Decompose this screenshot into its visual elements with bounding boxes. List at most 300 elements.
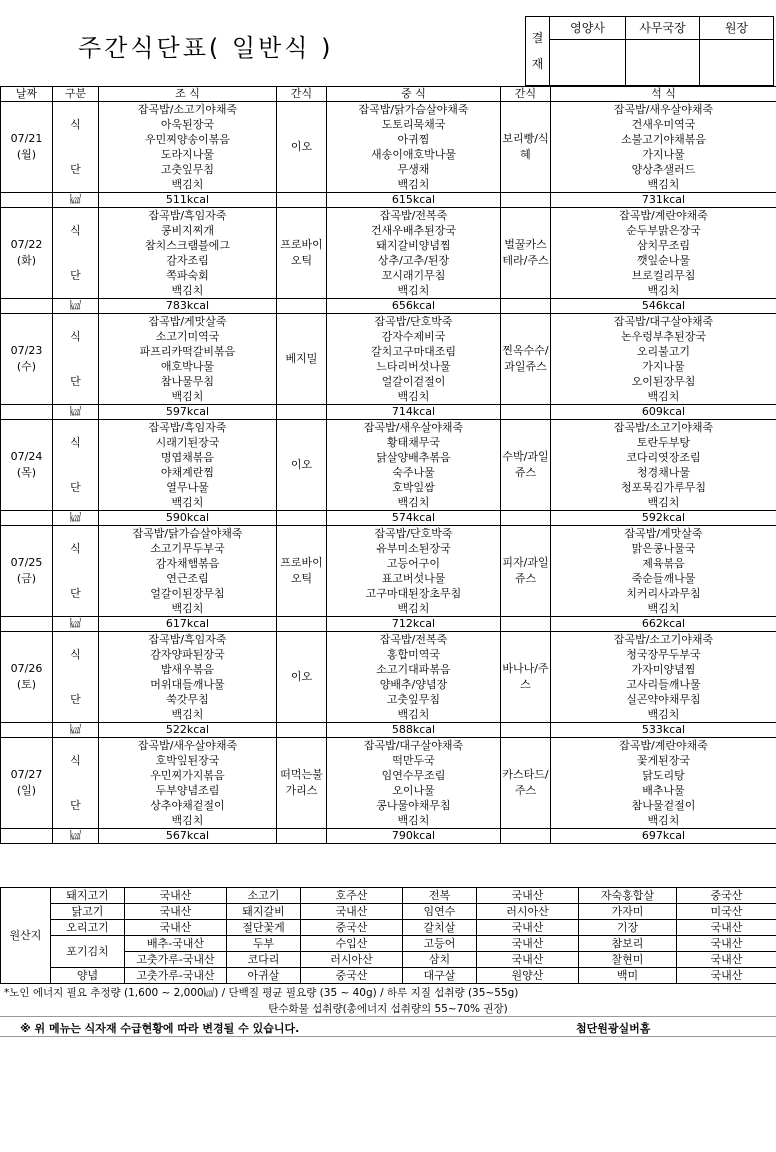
lunch-item: 호박잎쌈 (327, 480, 501, 495)
approval-role: 영양사 (550, 17, 626, 40)
dinner-kcal: 609kcal (551, 405, 776, 420)
gubun-cell (53, 450, 99, 465)
breakfast-item: 밥새우볶음 (99, 662, 277, 677)
dinner-item: 가지나물 (551, 359, 776, 374)
origin-label: 원산지 (1, 888, 51, 984)
dinner-item: 제육볶음 (551, 556, 776, 571)
origin-country: 국내산 (677, 968, 776, 984)
signature-cell[interactable] (700, 40, 774, 86)
origin-country: 국내산 (477, 936, 579, 952)
dinner-item: 참나물겉절이 (551, 798, 776, 813)
gubun-cell (53, 132, 99, 147)
weekday-label: (일) (16, 784, 37, 797)
breakfast-item: 콩비지찌개 (99, 223, 277, 238)
lunch-item: 도토리묵채국 (327, 117, 501, 132)
dinner-item: 실곤약야채무침 (551, 692, 776, 707)
snack-kcal-empty (501, 193, 551, 208)
date-blank (1, 829, 53, 844)
snack-kcal-empty (501, 511, 551, 526)
breakfast-kcal: 783kcal (99, 299, 277, 314)
gubun-cell (53, 344, 99, 359)
origin-country: 중국산 (301, 920, 403, 936)
gubun-cell (53, 768, 99, 783)
lunch-item: 고등어구이 (327, 556, 501, 571)
breakfast-item: 호박잎된장국 (99, 753, 277, 768)
breakfast-item: 파프리카떡갈비볶음 (99, 344, 277, 359)
menu-table (0, 86, 776, 844)
snack-am-cell: 프로바이오틱 (277, 208, 327, 299)
gubun-cell (53, 208, 99, 224)
breakfast-item: 참나물무침 (99, 374, 277, 389)
breakfast-item: 백김치 (99, 389, 277, 405)
dinner-kcal: 592kcal (551, 511, 776, 526)
origin-item: 소고기 (227, 888, 301, 904)
lunch-item: 잡곡밥/닭가슴살야채죽 (327, 102, 501, 118)
lunch-item: 백김치 (327, 495, 501, 511)
snack-am-cell: 떠먹는불가리스 (277, 738, 327, 829)
approval-label: 결 재 (526, 17, 550, 86)
dinner-item: 양상추샐러드 (551, 162, 776, 177)
lunch-item: 잡곡밥/새우살야채죽 (327, 420, 501, 436)
lunch-item: 감자수제비국 (327, 329, 501, 344)
lunch-item: 아귀찜 (327, 132, 501, 147)
dinner-item: 잡곡밥/계란야채죽 (551, 208, 776, 224)
origin-country: 국내산 (301, 904, 403, 920)
dinner-item: 잡곡밥/소고기야채죽 (551, 632, 776, 648)
lunch-item: 갈치고구마대조림 (327, 344, 501, 359)
gubun-cell (53, 632, 99, 648)
date-blank (1, 617, 53, 632)
facility-name: 첨단원광실버홈 (576, 1022, 651, 1035)
origin-item: 닭고기 (51, 904, 125, 920)
origin-item: 코다리 (227, 952, 301, 968)
date-label: 07/26 (10, 662, 43, 675)
breakfast-item: 고춧잎무침 (99, 162, 277, 177)
signature-cell[interactable] (626, 40, 700, 86)
lunch-item: 임연수무조림 (327, 768, 501, 783)
origin-item: 아귀살 (227, 968, 301, 984)
date-label: 07/27 (10, 768, 43, 781)
snack-kcal-empty (277, 617, 327, 632)
gubun-cell (53, 177, 99, 193)
origin-item: 갈치살 (403, 920, 477, 936)
origin-country: 국내산 (125, 920, 227, 936)
breakfast-item: 명엽채볶음 (99, 450, 277, 465)
origin-country: 국내산 (677, 920, 776, 936)
gubun-cell (53, 389, 99, 405)
gubun-cell: 단 (53, 162, 99, 177)
breakfast-item: 잡곡밥/닭가슴살야채죽 (99, 526, 277, 542)
date-label: 07/23 (10, 344, 43, 357)
origin-item: 백미 (579, 968, 677, 984)
lunch-item: 백김치 (327, 177, 501, 193)
origin-item: 오리고기 (51, 920, 125, 936)
origin-country: 국내산 (477, 888, 579, 904)
gubun-cell (53, 495, 99, 511)
origin-country: 중국산 (301, 968, 403, 984)
date-label: 07/24 (10, 450, 43, 463)
lunch-item: 숙주나물 (327, 465, 501, 480)
day-date-cell (1, 738, 53, 829)
breakfast-item: 연근조림 (99, 571, 277, 586)
lunch-item: 닭살양배추볶음 (327, 450, 501, 465)
gubun-cell: 단 (53, 374, 99, 389)
date-label: 07/21 (10, 132, 43, 145)
origin-item: 포기김치 (51, 936, 125, 968)
lunch-item: 잡곡밥/단호박죽 (327, 526, 501, 542)
lunch-item: 오이나물 (327, 783, 501, 798)
divider (0, 1016, 776, 1017)
gubun-cell (53, 813, 99, 829)
gubun-cell (53, 707, 99, 723)
date-blank (1, 511, 53, 526)
lunch-item: 백김치 (327, 283, 501, 299)
gubun-cell (53, 783, 99, 798)
breakfast-item: 열무나물 (99, 480, 277, 495)
day-date-cell (1, 526, 53, 617)
gubun-cell: 단 (53, 692, 99, 707)
lunch-kcal: 656kcal (327, 299, 501, 314)
origin-country: 미국산 (677, 904, 776, 920)
breakfast-kcal: 590kcal (99, 511, 277, 526)
kcal-label: ㎉ (53, 511, 99, 526)
breakfast-item: 애호박나물 (99, 359, 277, 374)
dinner-item: 건새우미역국 (551, 117, 776, 132)
kcal-label: ㎉ (53, 299, 99, 314)
dinner-item: 백김치 (551, 283, 776, 299)
gubun-cell (53, 283, 99, 299)
breakfast-kcal: 511kcal (99, 193, 277, 208)
breakfast-item: 쑥갓무침 (99, 692, 277, 707)
snack-kcal-empty (277, 193, 327, 208)
origin-country: 고춧가루-국내산 (125, 952, 227, 968)
origin-item: 자숙홍합살 (579, 888, 677, 904)
origin-country: 러시아산 (477, 904, 579, 920)
snack-kcal-empty (277, 299, 327, 314)
dinner-item: 치커리사과무침 (551, 586, 776, 601)
header-lunch: 중 식 (327, 87, 501, 102)
kcal-label: ㎉ (53, 723, 99, 738)
header-snack: 간식 (277, 87, 327, 102)
header-breakfast: 조 식 (99, 87, 277, 102)
dinner-kcal: 546kcal (551, 299, 776, 314)
lunch-item: 유부미소된장국 (327, 541, 501, 556)
origin-item: 기장 (579, 920, 677, 936)
dinner-kcal: 662kcal (551, 617, 776, 632)
snack-am-cell: 이오 (277, 102, 327, 193)
lunch-item: 잡곡밥/전복죽 (327, 208, 501, 224)
lunch-item: 고춧잎무침 (327, 692, 501, 707)
breakfast-item: 잡곡밥/소고기야채죽 (99, 102, 277, 118)
gubun-cell: 식 (53, 117, 99, 132)
header-date: 날짜 (1, 87, 53, 102)
breakfast-item: 백김치 (99, 495, 277, 511)
dinner-item: 가자미양념찜 (551, 662, 776, 677)
lunch-kcal: 712kcal (327, 617, 501, 632)
snack-am-cell: 이오 (277, 632, 327, 723)
breakfast-item: 감자채햄볶음 (99, 556, 277, 571)
gubun-cell (53, 147, 99, 162)
snack-kcal-empty (277, 723, 327, 738)
dinner-kcal: 697kcal (551, 829, 776, 844)
gubun-cell (53, 738, 99, 754)
breakfast-item: 감자양파된장국 (99, 647, 277, 662)
breakfast-item: 백김치 (99, 707, 277, 723)
date-blank (1, 723, 53, 738)
origin-country: 수입산 (301, 936, 403, 952)
snack-pm-cell: 벌꿀카스테라/주스 (501, 208, 551, 299)
origin-item: 가자미 (579, 904, 677, 920)
breakfast-item: 감자조림 (99, 253, 277, 268)
page-title: 주간식단표( 일반식 ) (78, 34, 334, 62)
origin-country: 국내산 (125, 904, 227, 920)
weekday-label: (토) (16, 678, 37, 691)
snack-pm-cell: 보리빵/식혜 (501, 102, 551, 193)
snack-am-cell: 이오 (277, 420, 327, 511)
breakfast-kcal: 617kcal (99, 617, 277, 632)
breakfast-item: 백김치 (99, 601, 277, 617)
gubun-cell (53, 102, 99, 118)
breakfast-kcal: 522kcal (99, 723, 277, 738)
dinner-item: 닭도리탕 (551, 768, 776, 783)
breakfast-item: 우민찌가지볶음 (99, 768, 277, 783)
snack-kcal-empty (277, 405, 327, 420)
gubun-cell: 식 (53, 435, 99, 450)
origin-country: 배추-국내산 (125, 936, 227, 952)
gubun-cell (53, 420, 99, 436)
breakfast-item: 소고기무두부국 (99, 541, 277, 556)
origin-item: 고등어 (403, 936, 477, 952)
breakfast-item: 소고기미역국 (99, 329, 277, 344)
lunch-item: 얼갈이겉절이 (327, 374, 501, 389)
lunch-item: 잡곡밥/단호박죽 (327, 314, 501, 330)
snack-pm-cell: 카스타드/주스 (501, 738, 551, 829)
gubun-cell: 식 (53, 223, 99, 238)
gubun-cell: 식 (53, 647, 99, 662)
lunch-item: 백김치 (327, 389, 501, 405)
breakfast-item: 잡곡밥/흑임자죽 (99, 208, 277, 224)
dinner-item: 잡곡밥/대구살야채죽 (551, 314, 776, 330)
lunch-item: 돼지갈비양념찜 (327, 238, 501, 253)
weekday-label: (목) (16, 466, 37, 479)
dinner-item: 깻잎순나물 (551, 253, 776, 268)
lunch-kcal: 588kcal (327, 723, 501, 738)
dinner-item: 배추나물 (551, 783, 776, 798)
gubun-cell (53, 526, 99, 542)
dinner-item: 청국장무두부국 (551, 647, 776, 662)
snack-am-cell: 프로바이오틱 (277, 526, 327, 617)
header-dinner: 석 식 (551, 87, 776, 102)
lunch-item: 백김치 (327, 813, 501, 829)
origin-item: 돼지고기 (51, 888, 125, 904)
date-label: 07/25 (10, 556, 43, 569)
breakfast-item: 잡곡밥/새우살야채죽 (99, 738, 277, 754)
header-gubun: 구분 (53, 87, 99, 102)
approval-role: 원장 (700, 17, 774, 40)
breakfast-item: 백김치 (99, 283, 277, 299)
lunch-item: 백김치 (327, 707, 501, 723)
breakfast-item: 도라지나물 (99, 147, 277, 162)
approval-box (525, 16, 774, 86)
dinner-item: 청포묵김가루무침 (551, 480, 776, 495)
gubun-cell (53, 662, 99, 677)
gubun-cell (53, 571, 99, 586)
lunch-item: 홍합미역국 (327, 647, 501, 662)
snack-pm-cell: 찐옥수수/과일쥬스 (501, 314, 551, 405)
breakfast-item: 잡곡밥/흑임자죽 (99, 420, 277, 436)
kcal-label: ㎉ (53, 405, 99, 420)
dinner-item: 잡곡밥/게맛살죽 (551, 526, 776, 542)
snack-pm-cell: 피자/과일쥬스 (501, 526, 551, 617)
origin-item: 임연수 (403, 904, 477, 920)
dinner-item: 백김치 (551, 601, 776, 617)
snack-kcal-empty (501, 723, 551, 738)
dinner-item: 청경채나물 (551, 465, 776, 480)
breakfast-item: 쪽파숙회 (99, 268, 277, 283)
origin-item: 절단꽃게 (227, 920, 301, 936)
snack-am-cell: 베지밀 (277, 314, 327, 405)
snack-kcal-empty (501, 829, 551, 844)
lunch-item: 잡곡밥/대구살야채죽 (327, 738, 501, 754)
approval-role: 사무국장 (626, 17, 700, 40)
gubun-cell (53, 359, 99, 374)
change-notice: ※ 위 메뉴는 식자재 수급현황에 따라 변경될 수 있습니다. (20, 1022, 300, 1035)
dinner-item: 오리불고기 (551, 344, 776, 359)
gubun-cell (53, 238, 99, 253)
weekday-label: (수) (16, 360, 37, 373)
lunch-item: 백김치 (327, 601, 501, 617)
lunch-item: 느타리버섯나물 (327, 359, 501, 374)
origin-country: 원양산 (477, 968, 579, 984)
origin-country: 국내산 (677, 936, 776, 952)
kcal-label: ㎉ (53, 829, 99, 844)
snack-pm-cell: 바나나/주스 (501, 632, 551, 723)
dinner-item: 순두부맑은장국 (551, 223, 776, 238)
header-snack: 간식 (501, 87, 551, 102)
breakfast-item: 우민찌양송이볶음 (99, 132, 277, 147)
origin-item: 참보리 (579, 936, 677, 952)
breakfast-kcal: 567kcal (99, 829, 277, 844)
origin-item: 대구살 (403, 968, 477, 984)
dinner-item: 가지나물 (551, 147, 776, 162)
kcal-label: ㎉ (53, 617, 99, 632)
lunch-kcal: 790kcal (327, 829, 501, 844)
gubun-cell: 단 (53, 798, 99, 813)
breakfast-item: 잡곡밥/게맛살죽 (99, 314, 277, 330)
lunch-item: 소고기대파볶음 (327, 662, 501, 677)
date-blank (1, 405, 53, 420)
origin-item: 양념 (51, 968, 125, 984)
lunch-item: 무생채 (327, 162, 501, 177)
dinner-item: 잡곡밥/소고기야채죽 (551, 420, 776, 436)
dinner-item: 백김치 (551, 177, 776, 193)
dinner-item: 꽃게된장국 (551, 753, 776, 768)
snack-pm-cell: 수박/과일쥬스 (501, 420, 551, 511)
snack-kcal-empty (501, 617, 551, 632)
signature-cell[interactable] (550, 40, 626, 86)
breakfast-item: 머위대들깨나물 (99, 677, 277, 692)
dinner-item: 백김치 (551, 813, 776, 829)
date-blank (1, 193, 53, 208)
day-date-cell (1, 314, 53, 405)
origin-country: 러시아산 (301, 952, 403, 968)
dinner-item: 백김치 (551, 389, 776, 405)
dinner-item: 잡곡밥/새우살야채죽 (551, 102, 776, 118)
lunch-item: 새송이애호박나물 (327, 147, 501, 162)
divider (0, 1036, 776, 1037)
day-date-cell (1, 208, 53, 299)
lunch-item: 고구마대된장초무침 (327, 586, 501, 601)
breakfast-item: 얼갈이된장무침 (99, 586, 277, 601)
gubun-cell (53, 601, 99, 617)
gubun-cell: 단 (53, 480, 99, 495)
breakfast-item: 백김치 (99, 177, 277, 193)
breakfast-item: 백김치 (99, 813, 277, 829)
dinner-item: 죽순들깨나물 (551, 571, 776, 586)
snack-kcal-empty (501, 405, 551, 420)
lunch-item: 표고버섯나물 (327, 571, 501, 586)
gubun-cell: 식 (53, 753, 99, 768)
lunch-item: 건새우배추된장국 (327, 223, 501, 238)
day-date-cell (1, 632, 53, 723)
breakfast-item: 두부양념조림 (99, 783, 277, 798)
dinner-kcal: 731kcal (551, 193, 776, 208)
breakfast-kcal: 597kcal (99, 405, 277, 420)
gubun-cell (53, 465, 99, 480)
dinner-item: 백김치 (551, 495, 776, 511)
date-label: 07/22 (10, 238, 43, 251)
lunch-item: 황태채무국 (327, 435, 501, 450)
breakfast-item: 잡곡밥/흑임자죽 (99, 632, 277, 648)
lunch-kcal: 615kcal (327, 193, 501, 208)
snack-kcal-empty (277, 511, 327, 526)
gubun-cell: 식 (53, 329, 99, 344)
gubun-cell (53, 556, 99, 571)
gubun-cell: 식 (53, 541, 99, 556)
snack-kcal-empty (277, 829, 327, 844)
nutrition-note: *노인 에너지 필요 추정량 (1,600 ~ 2,000㎉) / 단백질 평균 필요량 (35 ~ 40g) / 하루 지질 섭취량 (35~55g) (4, 987, 519, 999)
day-date-cell (1, 420, 53, 511)
dinner-kcal: 533kcal (551, 723, 776, 738)
lunch-item: 꼬시래기무침 (327, 268, 501, 283)
origin-item: 두부 (227, 936, 301, 952)
breakfast-item: 참치스크램블에그 (99, 238, 277, 253)
lunch-kcal: 714kcal (327, 405, 501, 420)
gubun-cell (53, 314, 99, 330)
origin-item: 돼지갈비 (227, 904, 301, 920)
origin-country: 국내산 (125, 888, 227, 904)
date-blank (1, 299, 53, 314)
breakfast-item: 시래기된장국 (99, 435, 277, 450)
dinner-item: 삼치무조림 (551, 238, 776, 253)
lunch-item: 떡만두국 (327, 753, 501, 768)
kcal-label: ㎉ (53, 193, 99, 208)
lunch-item: 상추/고추/된장 (327, 253, 501, 268)
origin-item: 삼치 (403, 952, 477, 968)
origin-country: 호주산 (301, 888, 403, 904)
gubun-cell: 단 (53, 268, 99, 283)
gubun-cell (53, 253, 99, 268)
origin-country: 국내산 (477, 920, 579, 936)
carb-note: 탄수화물 섭취량(총에너지 섭취량의 55~70% 권장) (268, 1003, 508, 1015)
origin-table (0, 887, 776, 984)
dinner-item: 토란두부탕 (551, 435, 776, 450)
breakfast-item: 아욱된장국 (99, 117, 277, 132)
dinner-item: 브로컬리무침 (551, 268, 776, 283)
dinner-item: 논우렁부추된장국 (551, 329, 776, 344)
origin-country: 국내산 (477, 952, 579, 968)
dinner-item: 오이된장무침 (551, 374, 776, 389)
